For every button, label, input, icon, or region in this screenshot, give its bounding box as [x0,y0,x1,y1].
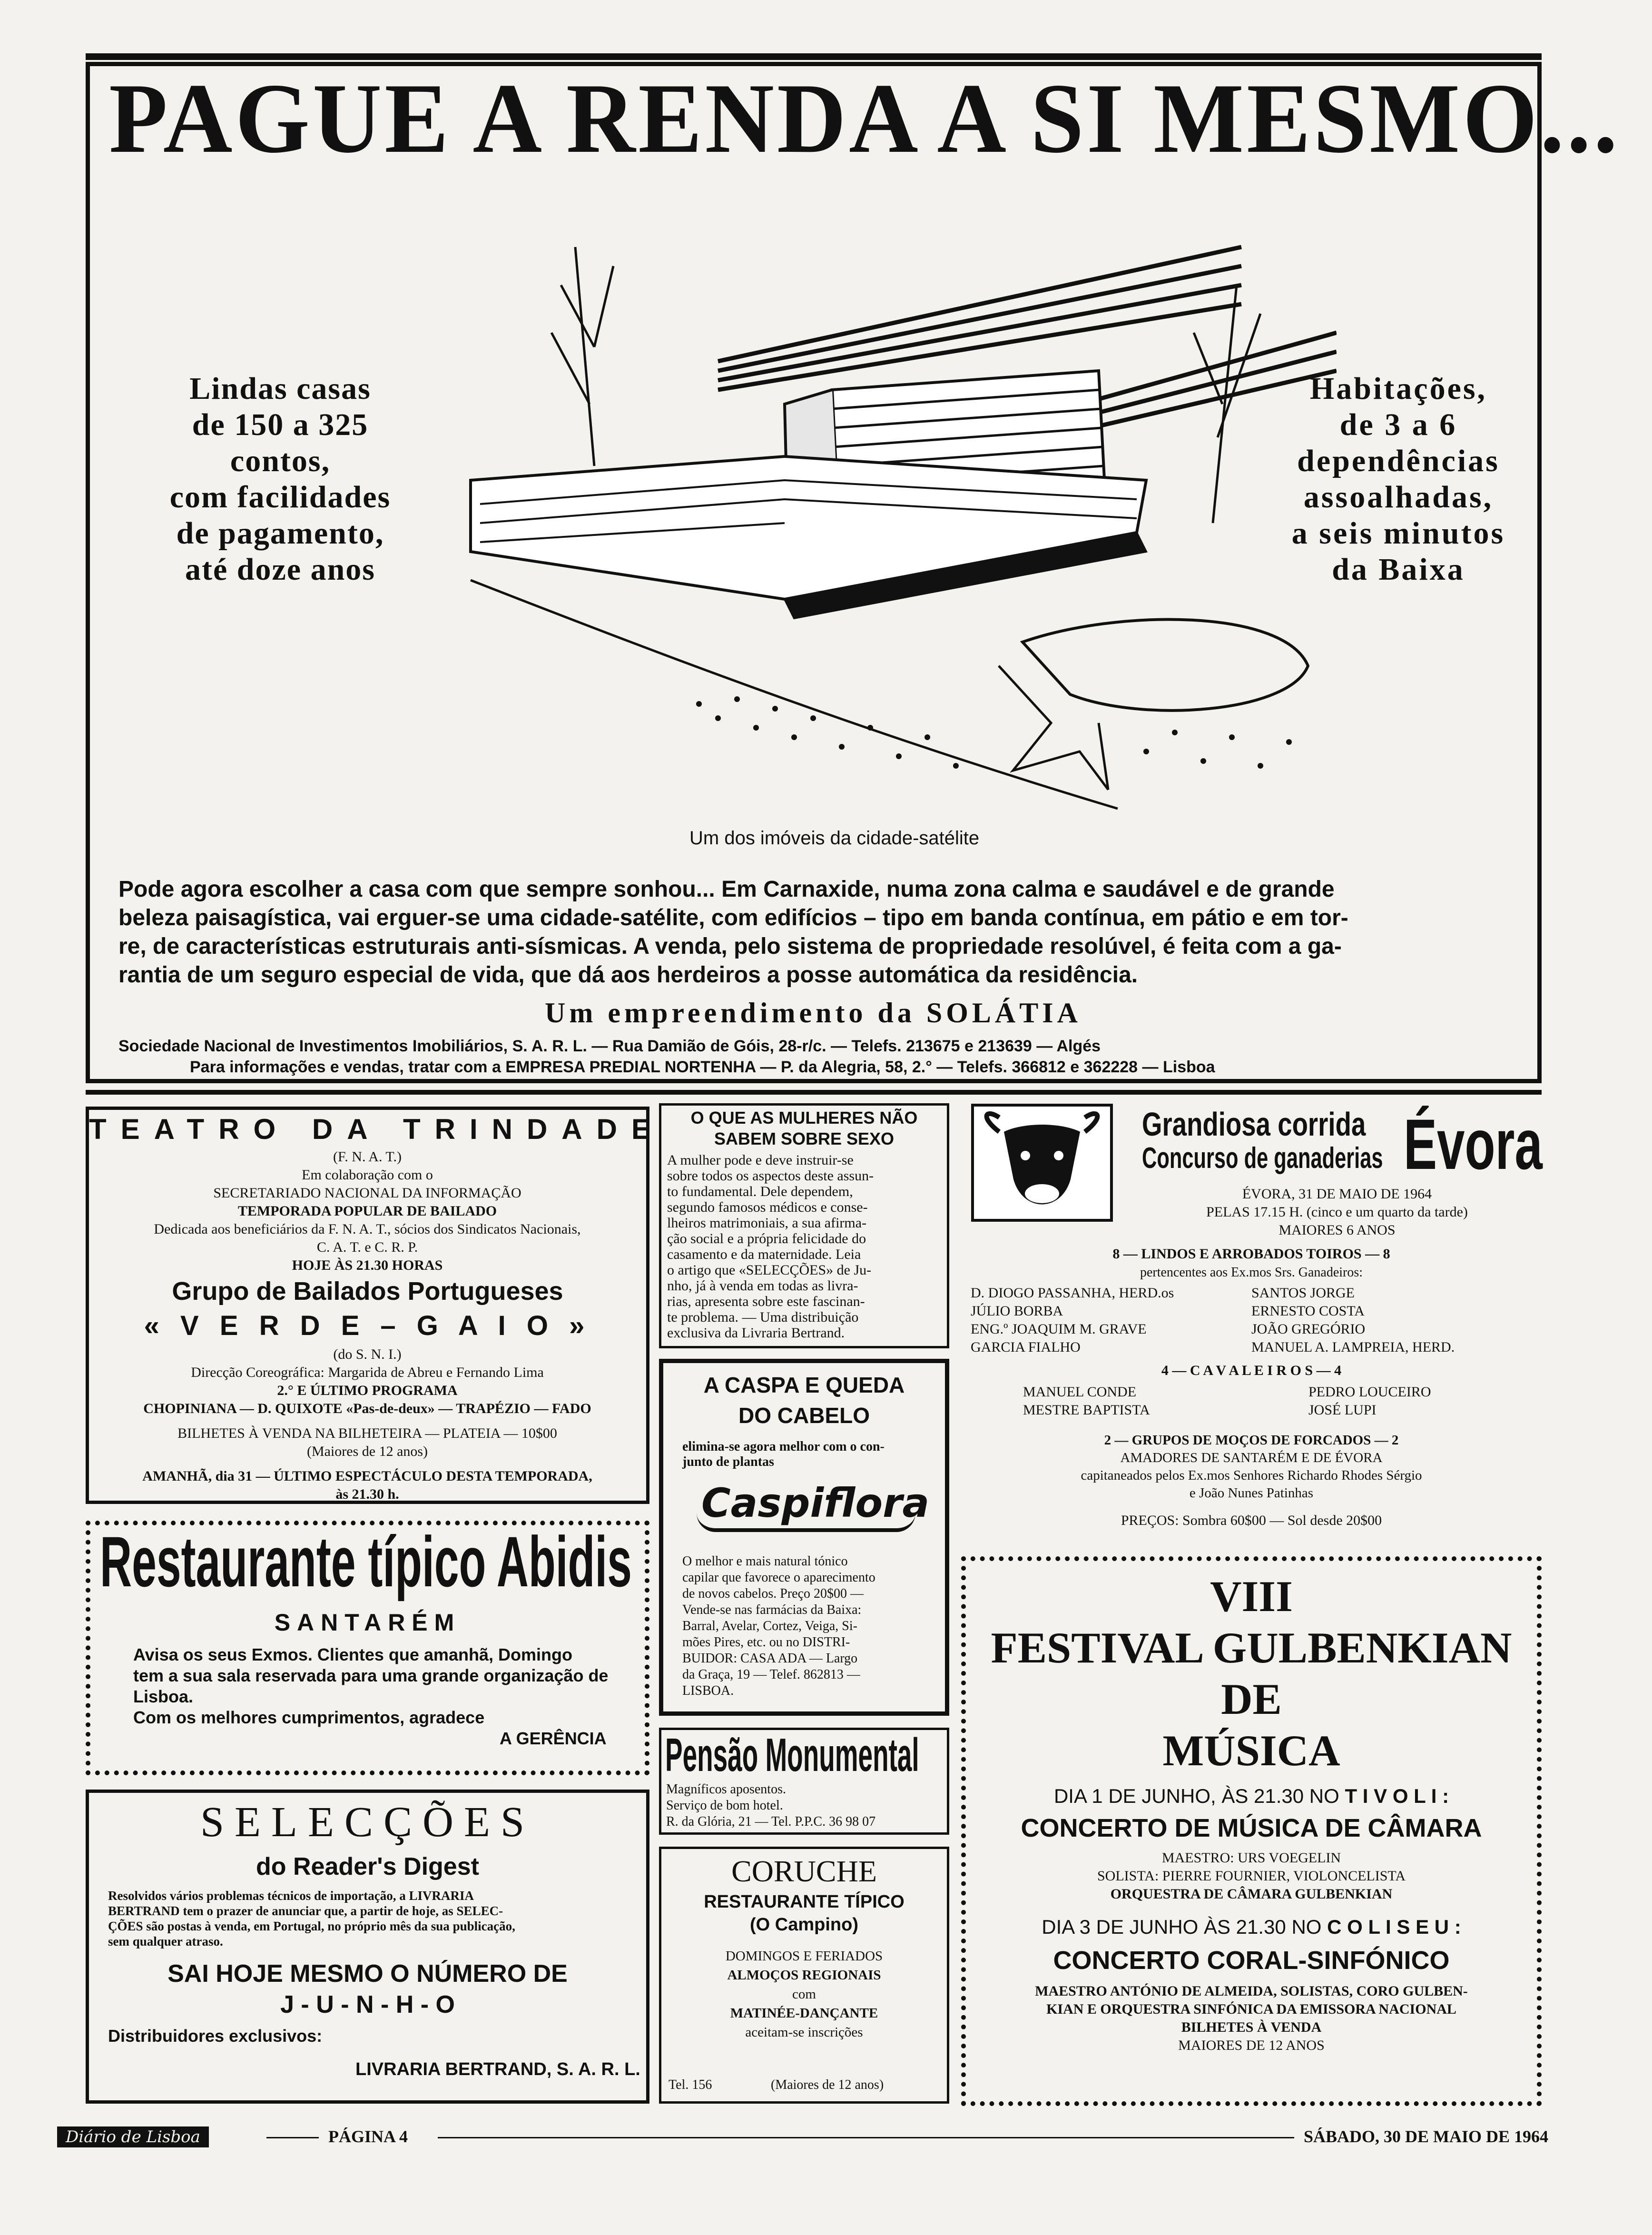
right-line: dependências [1297,444,1500,478]
cavaleiro: PEDRO LOUCEIRO [1308,1384,1431,1400]
headline: PAGUE A RENDA A SI MESMO... [109,63,1621,174]
festival-credit: BILHETES À VENDA [1181,2019,1322,2035]
corrida-owners: pertencentes aos Ex.mos Srs. Ganadeiros: [1140,1265,1363,1280]
corrida-dateblock [1142,1185,1532,1239]
seleccoes-dist: Distribuidores exclusivos: [108,2026,323,2046]
seleccoes-subtitle: do Reader's Digest [256,1853,479,1880]
festival-credits2 [966,1982,1537,2055]
mulheres-title-2: SABEM SOBRE SEXO [714,1129,895,1148]
caspa-title-2: DO CABELO [738,1403,870,1428]
teatro-line: AMANHÃ, dia 31 — ÚLTIMO ESPECTÁCULO DESTA TEMPORADA, [142,1468,592,1484]
forcados-line: capitaneados pelos Ex.mos Senhores Richardo Rhodes Sérgio [1081,1468,1422,1483]
cavaleiros-row [1023,1383,1499,1401]
body-line: rantia de um seguro especial de vida, que dá aos herdeiros a posse automática da residência. [118,962,1138,988]
caspa-ad [659,1359,949,1716]
caspa-line: Vende-se nas farmácias da Baixa: [682,1602,862,1617]
teatro-subtitle: (F. N. A. T.) [333,1149,402,1165]
page-date: SÁBADO, 30 DE MAIO DE 1964 [1304,2127,1549,2146]
coruche-title: CORUCHE [731,1854,877,1888]
restaurante-line: Avisa os seus Exmos. Clientes que amanhã, Domingo [133,1645,572,1664]
seleccoes-line: sem qualquer atraso. [108,1934,223,1948]
ganaderos-row [971,1320,1542,1338]
caspa-sub [682,1439,939,1470]
restaurante-line: Com os melhores cumprimentos, agradece [133,1708,485,1727]
ganaderos-row [971,1338,1542,1356]
coruche-age: (Maiores de 12 anos) [771,2077,884,2092]
festival-credit: SOLISTA: PIERRE FOURNIER, VIOLONCELISTA [1097,1868,1406,1884]
festival-credits1 [966,1849,1537,1903]
forcados-line: 2 — GRUPOS DE MOÇOS DE FORCADOS — 2 [1104,1433,1399,1448]
ganadero: D. DIOGO PASSANHA, HERD.os [971,1285,1174,1301]
caspa-title-1: A CASPA E QUEDA [703,1373,905,1397]
restaurante-sign: A GERÊNCIA [500,1729,607,1748]
seleccoes-line: ÇÕES são postas à venda, em Portugal, no próprio mês da sua publicação, [108,1919,515,1933]
teatro-line: BILHETES À VENDA NA BILHETEIRA — PLATEIA — 10$00 [177,1425,557,1441]
teatro-line: Dedicada aos beneficiários da F. N. A. T., sócios dos Sindicatos Nacionais, [154,1221,581,1237]
footer-rule-2 [438,2137,1294,2138]
left-line: de pagamento, [176,516,384,551]
seleccoes-h1: SAI HOJE MESMO O NÚMERO DE [167,1960,568,1988]
seleccoes-livraria: LIVRARIA BERTRAND, S. A. R. L. [355,2059,640,2079]
pensao-line: R. da Glória, 21 — Tel. P.P.C. 36 98 07 [666,1814,876,1829]
teatro-line: às 21.30 h. [335,1486,399,1502]
ganadero: ENG.º JOAQUIM M. GRAVE [971,1321,1147,1337]
left-line: até doze anos [185,552,375,587]
coruche-line: ALMOÇOS REGIONAIS [727,1968,881,1983]
mulheres-line: exclusiva da Livraria Bertrand. [667,1325,845,1341]
mulheres-line: o artigo que «SELECÇÕES» de Ju- [667,1262,872,1278]
festival-date2: DIA 3 DE JUNHO ÀS 21.30 NO [1042,1916,1322,1938]
coruche-l1: RESTAURANTE TÍPICO [704,1892,905,1912]
ganadero: ERNESTO COSTA [1251,1303,1365,1319]
caspa-line: O melhor e mais natural tónico [682,1554,848,1569]
ganadero: GARCIA FIALHO [971,1339,1081,1355]
caspa-sub-line: elimina-se agora melhor com o con- [682,1439,885,1454]
teatro-line: (Maiores de 12 anos) [306,1444,428,1459]
mulheres-title-1: O QUE AS MULHERES NÃO [690,1108,918,1127]
pensao-line: Magníficos aposentos. [666,1782,786,1797]
caspa-line: mões Pires, etc. ou no DISTRI- [682,1635,850,1650]
cavaleiro: JOSÉ LUPI [1308,1402,1377,1418]
festival-t4: MÚSICA [1162,1726,1340,1775]
pensao-text [666,1781,947,1830]
festival-concert2: CONCERTO CORAL-SINFÓNICO [1053,1946,1450,1975]
coruche-ad [659,1847,949,2104]
festival-venue2: C O L I S E U : [1327,1916,1461,1938]
mulheres-line: to fundamental. Dele dependem, [667,1184,853,1199]
page-footer [57,2123,1549,2151]
top-rule [86,53,1542,60]
teatro-info [94,1148,641,1275]
body-line: re, de características estruturais anti-sísmicas. A venda, pelo sistema de propriedade resolúvel, é feita com a ga- [118,934,1342,959]
caspa-line: Barral, Avelar, Cortez, Veiga, Si- [682,1619,857,1633]
festival-t2: FESTIVAL GULBENKIAN [991,1623,1512,1672]
ganaderos-row [971,1302,1542,1320]
ganadero: SANTOS JORGE [1251,1285,1355,1301]
restaurante-line: Lisboa. [133,1687,194,1706]
ganadero: MANUEL A. LAMPREIA, HERD. [1251,1339,1455,1355]
festival-credit: MAESTRO ANTÓNIO DE ALMEIDA, SOLISTAS, CORO GULBEN- [1035,1983,1468,1999]
mulheres-line: casamento e da maternidade. Leia [667,1246,861,1262]
corrida-title-2: Concurso de ganaderias [1142,1142,1383,1175]
teatro-line: Direcção Coreográfica: Margarida de Abreu e Fernando Lima [191,1365,544,1380]
ganaderos-table [971,1284,1542,1356]
festival-venue1: T I V O L I : [1345,1785,1449,1807]
mulheres-line: lheiros matrimoniais, a sua afirma- [667,1215,867,1231]
festival-day1 [966,1785,1537,1808]
left-line: de 150 a 325 [192,407,369,442]
cavaleiro: MANUEL CONDE [1023,1384,1137,1400]
corrida-title-1: Grandiosa corrida [1142,1106,1366,1143]
teatro-line: TEMPORADA POPULAR DE BAILADO [237,1203,497,1219]
teatro-line: SECRETARIADO NACIONAL DA INFORMAÇÃO [213,1185,521,1201]
restaurante-text [133,1644,638,1749]
mulheres-line: te problema. — Uma distribuição [667,1309,859,1325]
mulheres-text [667,1152,943,1341]
corrida-date: ÉVORA, 31 DE MAIO DE 1964 [1242,1186,1432,1202]
ganadero: JOÃO GREGÓRIO [1251,1321,1366,1337]
teatro-details [94,1345,641,1503]
right-line: assoalhadas, [1303,480,1494,514]
festival-date1: DIA 1 DE JUNHO, ÀS 21.30 NO [1053,1785,1339,1807]
solatia-ad [86,62,1621,1083]
mulheres-line: ção social e a própria felicidade do [667,1231,866,1246]
coruche-line: aceitam-se inscrições [745,2025,863,2040]
coruche-l2: (O Campino) [750,1915,858,1935]
mulheres-line: segundo famosos médicos e conse- [667,1199,868,1215]
teatro-line: Em colaboração com o [302,1167,433,1183]
coruche-line: DOMINGOS E FERIADOS [725,1948,883,1964]
festival-concert1: CONCERTO DE MÚSICA DE CÂMARA [1021,1814,1482,1842]
coruche-info [661,1947,947,2042]
seleccoes-ad [86,1790,649,2104]
teatro-title: TEATRO DA TRINDADE [89,1113,665,1145]
festival-credit: ORQUESTRA DE CÂMARA GULBENKIAN [1110,1886,1393,1902]
restaurante-line: tem a sua sala reservada para uma grande organização de [133,1666,609,1685]
teatro-line: (do S. N. I.) [333,1346,402,1362]
festival-title [966,1571,1537,1776]
caspiflora-brand: Caspiflora [701,1480,930,1526]
festival-t3: DE [1221,1675,1282,1723]
coruche-line: com [792,1987,816,2002]
forcados-line: e João Nunes Patinhas [1189,1485,1314,1501]
restaurante-ad [86,1521,649,1775]
seleccoes-line: BERTRAND tem o prazer de anunciar que, a partir de hoje, as SELEC- [108,1904,503,1918]
forcados-block [961,1432,1542,1502]
cavaleiros-title: 4 — C A V A L E I R O S — 4 [1161,1363,1342,1378]
corrida-bulls: 8 — LINDOS E ARROBADOS TOIROS — 8 [1112,1246,1390,1262]
restaurante-city: SANTARÉM [274,1609,461,1636]
corrida-city: Évora [1404,1104,1543,1184]
seleccoes-title: SELECÇÕES [200,1799,535,1846]
forcados-line: AMADORES DE SANTARÉM E DE ÉVORA [1120,1450,1383,1465]
corrida-ad [961,1103,1542,1555]
mulheres-line: A mulher pode e deve instruir-se [667,1152,854,1168]
mulheres-line: nho, já à venda em todas as livra- [667,1278,858,1294]
caspa-line: capilar que favorece o aparecimento [682,1570,875,1585]
festival-credit: KIAN E ORQUESTRA SINFÓNICA DA EMISSORA NACIONAL [1046,2001,1456,2017]
coruche-line: MATINÉE-DANÇANTE [730,2006,878,2021]
page-number: PÁGINA 4 [328,2127,408,2146]
teatro-name: « V E R D E – G A I O » [144,1310,591,1341]
cavaleiros-table [1023,1383,1499,1419]
teatro-ad [86,1107,665,1504]
body-line: Pode agora escolher a casa com que sempre sonhou... Em Carnaxide, numa zona calma e saudável e de grande [118,877,1335,902]
right-line: Habitações, [1309,371,1487,406]
caspa-sub-line: junto de plantas [682,1454,774,1469]
festival-credit: MAESTRO: URS VOEGELIN [1161,1850,1341,1866]
pensao-ad [659,1728,949,1835]
right-line: a seis minutos [1291,516,1505,551]
right-line: de 3 a 6 [1339,407,1457,442]
teatro-line: C. A. T. e C. R. P. [316,1239,418,1255]
body-copy [118,875,1508,989]
caspa-text [682,1553,939,1699]
pensao-line: Serviço de bom hotel. [666,1798,783,1813]
ganaderos-row [971,1284,1542,1302]
mulheres-title [661,1108,947,1149]
caspiflora-logo [697,1480,930,1532]
right-copy [1260,371,1536,588]
restaurante-title: Restaurante típico Abidis [100,1522,632,1602]
coruche-tel: Tel. 156 [669,2077,712,2092]
cavaleiro: MESTRE BAPTISTA [1023,1402,1150,1418]
seleccoes-h2: J - U - N - H - O [280,1991,455,2018]
corrida-age: MAIORES 6 ANOS [1278,1222,1396,1238]
festival-day2 [966,1916,1537,1938]
caspa-line: LISBOA. [682,1683,734,1698]
caspa-title [663,1370,945,1431]
caspa-line: de novos cabelos. Preço 20$00 — [682,1586,864,1601]
mulheres-line: sobre todos os aspectos deste assun- [667,1168,874,1184]
footer-line-1: Sociedade Nacional de Investimentos Imobiliários, S. A. R. L. — Rua Damião de Góis, 28-r/c. — Telefs. 213675 e 213639 — Algés [118,1037,1101,1055]
paper-name: Diário de Lisboa [57,2126,209,2147]
tagline: Um empreendimento da SOLÁTIA [545,997,1082,1028]
teatro-line: 2.° E ÚLTIMO PROGRAMA [277,1383,458,1398]
ganadero: JÚLIO BORBA [971,1303,1063,1319]
right-line: da Baixa [1332,552,1465,587]
left-line: Lindas casas [189,371,371,406]
festival-t1: VIII [1210,1572,1293,1621]
corrida-time: PELAS 17.15 H. (cinco e um quarto da tarde) [1206,1204,1468,1220]
building-illustration [452,190,1337,818]
caspa-line: da Graça, 19 — Telef. 862813 — [682,1667,860,1682]
seleccoes-text [108,1888,631,1949]
footer-line-2: Para informações e vendas, tratar com a EMPRESA PREDIAL NORTENHA — P. da Alegria, 58, 2.° — Telefs. 366812 e 362228 — Lisboa [190,1058,1215,1076]
teatro-line: HOJE ÀS 21.30 HORAS [292,1257,443,1273]
seleccoes-line: Resolvidos vários problemas técnicos de importação, a LIVRARIA [108,1889,474,1903]
teatro-group: Grupo de Bailados Portugueses [172,1277,563,1305]
pensao-title: Pensão Monumental [665,1729,919,1781]
mid-rule [86,1090,1542,1095]
festival-credit: MAIORES DE 12 ANOS [1178,2037,1325,2053]
festival-ad [961,1556,1542,2106]
caspa-line: BUIDOR: CASA ADA — Largo [682,1651,858,1666]
cavaleiros-row [1023,1401,1499,1419]
teatro-line: CHOPINIANA — D. QUIXOTE «Pas-de-deux» — TRAPÉZIO — FADO [143,1401,591,1416]
mulheres-ad [659,1103,949,1348]
corrida-prices: PREÇOS: Sombra 60$00 — Sol desde 20$00 [1121,1513,1382,1528]
left-copy [118,371,442,588]
body-line: beleza paisagística, vai erguer-se uma cidade-satélite, com edifícios – tipo em banda contínua, em pátio e em tor- [118,905,1348,930]
footer-rule-1 [266,2137,319,2138]
left-line: com facilidades [169,480,391,514]
mulheres-line: rias, apresenta sobre este fascinan- [667,1294,865,1309]
illustration-caption: Um dos imóveis da cidade-satélite [689,828,980,849]
left-line: contos, [230,444,331,478]
bull-logo [971,1103,1113,1222]
